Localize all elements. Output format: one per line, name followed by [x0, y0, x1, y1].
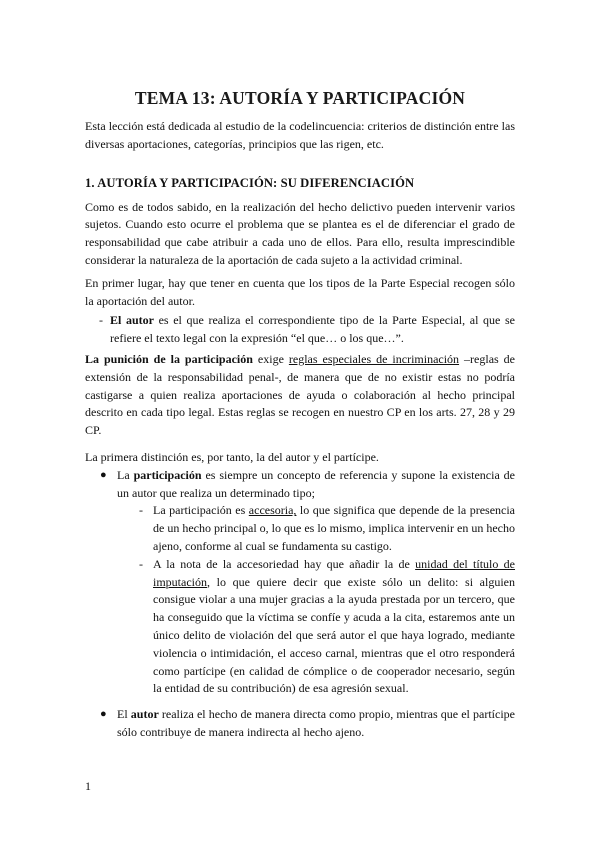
paragraph-punicion [85, 351, 515, 440]
text-run: exige [252, 351, 289, 366]
bold-run: La punición de la participación [85, 351, 253, 366]
intro-paragraph: Esta lección está dedicada al estudio de la codelincuencia: criterios de distinción entre las diversas aportaciones, categorías, principios que las rigen, etc. [85, 119, 515, 151]
bullet-marker: ● [100, 468, 107, 481]
text-run: , lo que quiere decir que existe sólo un delito: si alguien consigue violar a una mujer gracias a la ayuda prestada por un tercero, que ha conseguido que la víctima se confíe y acuda a la cita, estaremos ante un único delito de violación del que será autor el que haya logrado, mediante violencia o intimidación, el acceso carnal, mientras que el otro responderá como partícipe (en calidad de cómplice o de cooperador necesario, según la entidad de su contribución) de esa agresión sexual. [153, 574, 515, 696]
paragraph-primera-distincion: La primera distinción es, por tanto, la del autor y el partícipe. [85, 449, 379, 464]
text-run: realiza el hecho de manera directa como propio, mientras que el partícipe sólo contribuye de manera indirecta al hecho ajeno. [117, 707, 515, 739]
bullet-marker: ● [100, 708, 107, 721]
sub-item-accesoria [85, 502, 515, 555]
page-title: TEMA 13: AUTORÍA Y PARTICIPACIÓN [134, 88, 466, 108]
bullet-item-participacion [85, 467, 515, 503]
underline-run: accesoria, [248, 503, 297, 518]
bold-run: El autor [110, 313, 154, 328]
paragraph-en-primer-lugar: En primer lugar, hay que tener en cuenta que los tipos de la Parte Especial recogen sólo la aportación del autor. [85, 275, 515, 308]
text-run: es el que realiza el correspondiente tipo de la Parte Especial, al que se refiere el texto legal con la expresión “el que… o los que…”. [110, 313, 515, 346]
list-item-text [117, 706, 515, 742]
section-1-heading: 1. AUTORÍA Y PARTICIPACIÓN: SU DIFERENCIACIÓN [85, 175, 415, 190]
list-item-text [153, 502, 515, 555]
bold-run: autor [130, 707, 159, 722]
list-item-text [117, 467, 515, 503]
underline-run: unidad del título de imputación [153, 556, 516, 589]
dash-marker: - [139, 556, 143, 571]
page-number: 1 [85, 779, 91, 793]
dash-marker: - [139, 503, 143, 518]
bullet-item-autor [85, 706, 515, 742]
dash-marker: - [99, 313, 103, 328]
text-run: La [117, 467, 134, 482]
list-item-text [153, 556, 515, 698]
text-run: es siempre un concepto de referencia y supone la existencia de un autor que realiza un determinado tipo; [117, 467, 515, 500]
sub-item-unidad-titulo-imputacion [85, 556, 515, 698]
paragraph-realizacion-hecho: Como es de todos sabido, en la realización del hecho delictivo pueden intervenir varios sujetos. Cuando esto ocurre el problema que se plantea es el de diferenciar el grado de responsabilidad que cabe atribuir a cada uno de ellos. Para ello, resulta imprescindible considerar la naturaleza de la aportación de cada sujeto a la actividad criminal. [85, 199, 515, 267]
list-item-text [110, 312, 515, 348]
text-run: A la nota de la accesoriedad hay que añadir la de [153, 556, 416, 571]
underline-run: reglas especiales de incriminación [288, 351, 460, 366]
bold-run: participación [133, 467, 202, 482]
text-run: –reglas de extensión de la responsabilidad penal-, de manera que de no existir estas no podría castigarse a quien realiza aportaciones de ayuda o colaboración al hecho principal descrito en cada tipo legal. Estas reglas se recogen en nuestro CP en los arts. 27, 28 y 29 CP. [85, 351, 515, 438]
text-run: El [117, 707, 131, 722]
list-item-el-autor [85, 312, 515, 348]
text-run: La participación es [153, 503, 249, 518]
text-run: lo que significa que depende de la presencia de un hecho principal o, lo que es lo mismo, implica intervenir en un hecho ajeno, conforme al cual se fundamenta su castigo. [153, 503, 516, 553]
